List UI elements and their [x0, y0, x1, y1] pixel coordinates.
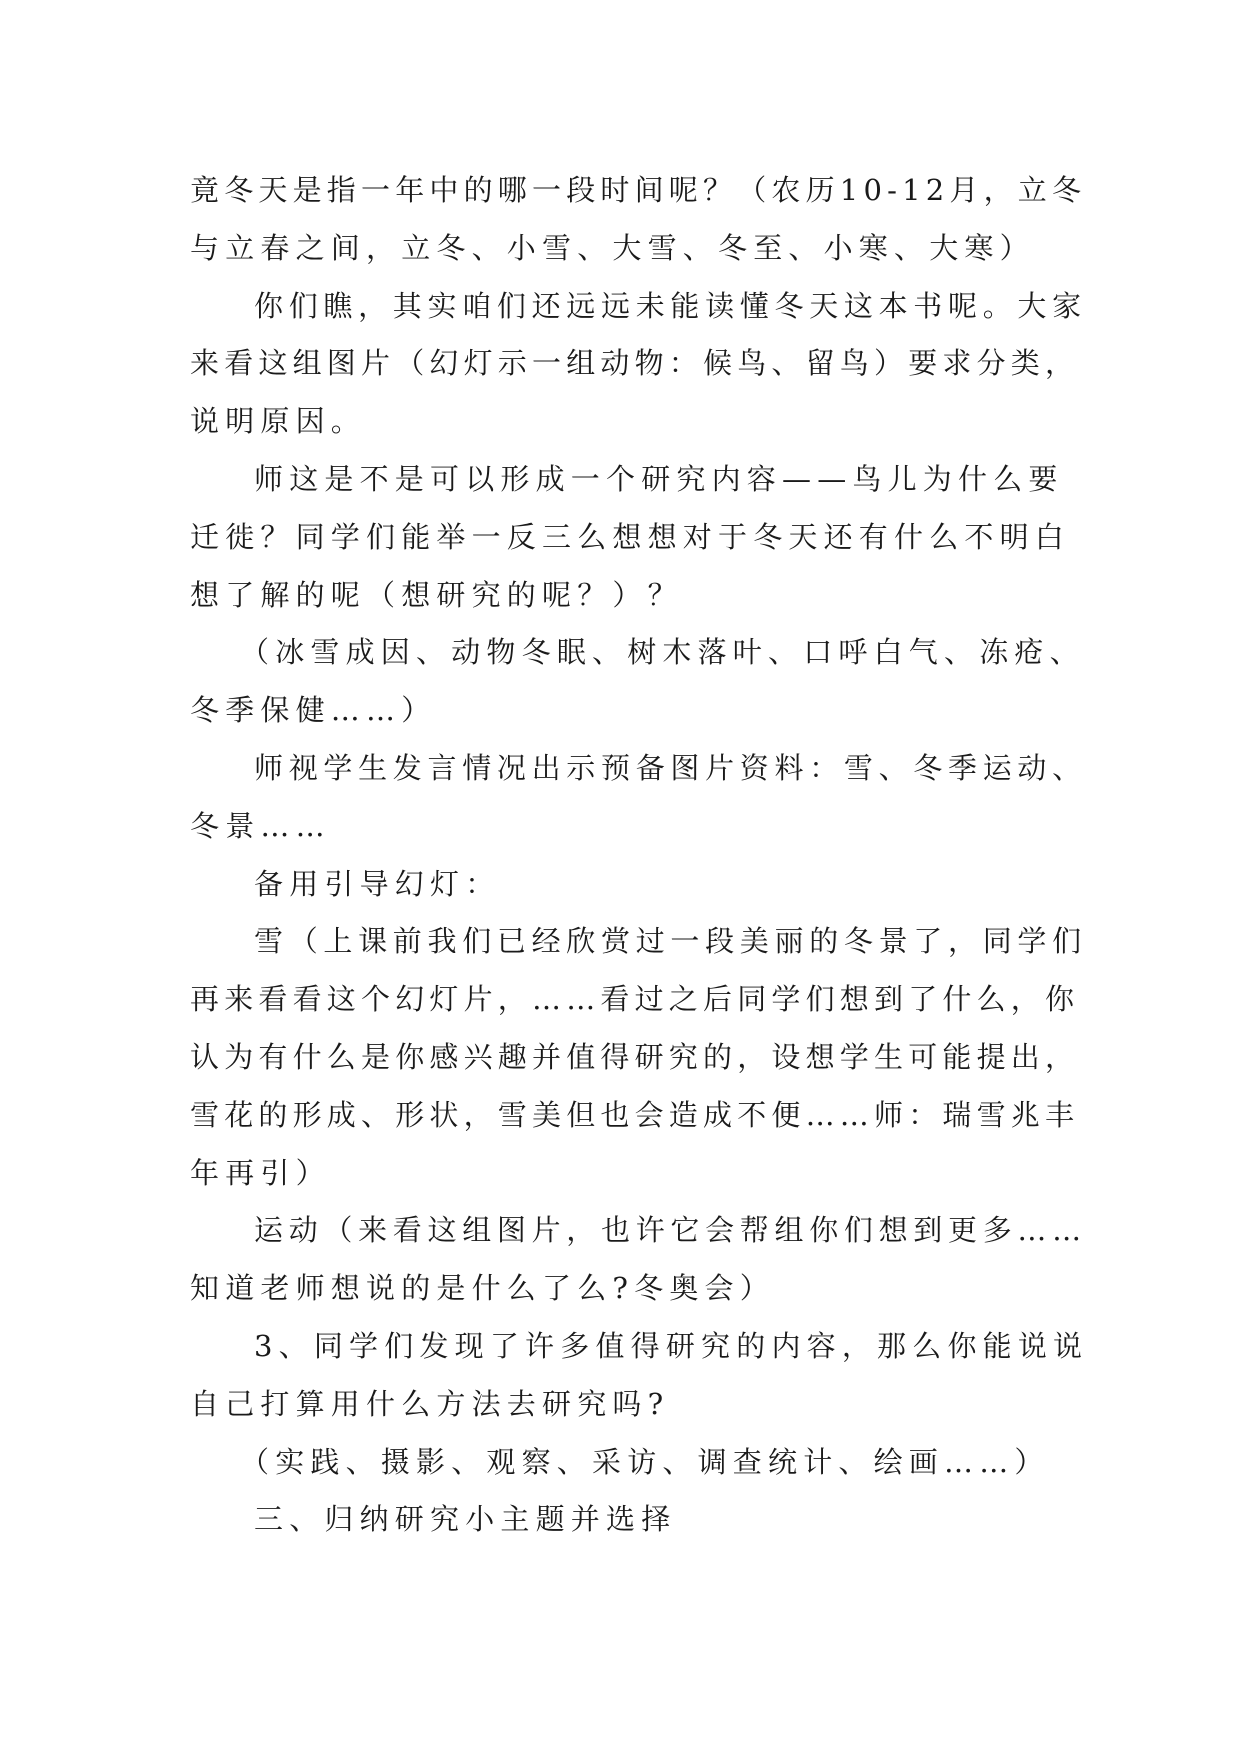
text-line: 雪花的形成、形状，雪美但也会造成不便……师：瑞雪兆丰 — [190, 1097, 1080, 1132]
text-line: 冬景…… — [190, 808, 331, 843]
text-line: 与立春之间，立冬、小雪、大雪、冬至、小寒、大寒） — [190, 230, 1035, 265]
text-line: 冬季保健……） — [190, 693, 437, 728]
paragraph-start: 师视学生发言情况出示预备图片资料：雪、冬季运动、 — [254, 750, 1087, 785]
document-body — [190, 162, 1089, 1549]
text-line: 迁徙？同学们能举一反三么想想对于冬天还有什么不明白 — [190, 519, 1071, 554]
text-line: 知道老师想说的是什么了么?冬奥会） — [190, 1271, 775, 1306]
text-line: 来看这组图片（幻灯示一组动物：候鸟、留鸟）要求分类， — [190, 346, 1080, 381]
text-line: 说明原因。 — [190, 404, 367, 439]
paragraph-start: 雪（上课前我们已经欣赏过一段美丽的冬景了，同学们 — [254, 924, 1087, 959]
text-line: 竟冬天是指一年中的哪一段时间呢？（农历10-12月，立冬 — [190, 173, 1087, 207]
paragraph-start: （冰雪成因、动物冬眠、树木落叶、口呼白气、冻疮、 — [240, 635, 1085, 670]
text-line: 再来看看这个幻灯片，……看过之后同学们想到了什么，你 — [190, 982, 1080, 1017]
paragraph-start: （实践、摄影、观察、采访、调查统计、绘画……） — [240, 1444, 1050, 1479]
paragraph-start: 运动（来看这组图片，也许它会帮组你们想到更多…… — [254, 1213, 1087, 1248]
text-line: 想了解的呢（想研究的呢？）？ — [190, 577, 683, 612]
text-line: 认为有什么是你感兴趣并值得研究的，设想学生可能提出， — [190, 1039, 1080, 1074]
text-line: 自己打算用什么方法去研究吗? — [190, 1386, 670, 1421]
section-heading: 三、归纳研究小主题并选择 — [254, 1502, 677, 1537]
paragraph-start: 3、同学们发现了许多值得研究的内容，那么你能说说 — [254, 1328, 1089, 1363]
paragraph-start: 备用引导幻灯： — [254, 866, 501, 901]
text-line: 年再引） — [190, 1155, 331, 1190]
paragraph-start: 你们瞧，其实咱们还远远未能读懂冬天这本书呢。大家 — [254, 288, 1087, 323]
paragraph-start: 师这是不是可以形成一个研究内容——鸟儿为什么要 — [254, 461, 1064, 496]
